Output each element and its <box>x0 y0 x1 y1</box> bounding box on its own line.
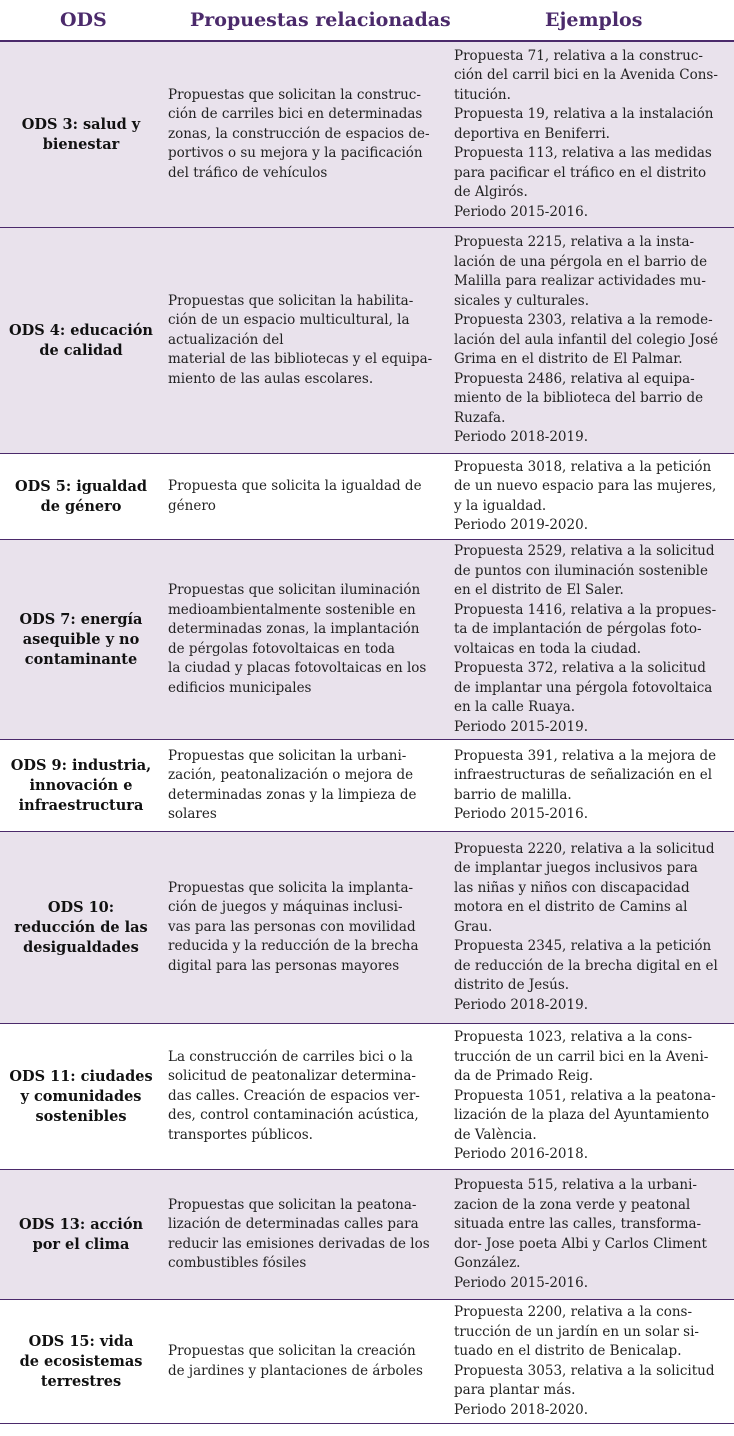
table-row-ods-10 <box>0 832 734 1024</box>
table-row-ods-5 <box>0 454 734 540</box>
ejemplos-text: Propuesta 1023, relativa a la cons- trucción de un carril bici en la Aveni- da de Primado Reig. Propuesta 1051, relativa a la peatona- lización de la plaza del Ayuntamiento de València. Periodo 2016-2018. <box>454 1029 716 1163</box>
table-row-ods-4 <box>0 228 734 454</box>
propuestas-text: Propuestas que solicitan la creación de jardines y plantaciones de árboles <box>168 1343 423 1379</box>
table-row-ods-13 <box>0 1170 734 1300</box>
header-propuestas: Propuestas relacionadas <box>190 9 451 31</box>
ods-label: ODS 11: ciudades y comunidades sostenibles <box>9 1067 153 1125</box>
header-ejemplos: Ejemplos <box>545 9 643 31</box>
table-row-ods-15 <box>0 1300 734 1424</box>
ods-label: ODS 15: vida de ecosistemas terrestres <box>19 1332 143 1390</box>
ods-label: ODS 4: educación de calidad <box>9 321 153 359</box>
ods-label: ODS 5: igualdad de género <box>15 477 147 515</box>
propuestas-text: Propuestas que solicita la implanta- ción de juegos y máquinas inclusi- vas para las personas con movilidad reducida y la reducción de la brecha digital para las personas mayores <box>168 879 419 974</box>
ods-label: ODS 3: salud y bienestar <box>21 115 141 153</box>
propuestas-text: La construcción de carriles bici o la solicitud de peatonalizar determina- das calles. Creación de espacios ver- des, control contaminación acústica, transportes públicos. <box>168 1048 420 1143</box>
propuestas-text: Propuesta que solicita la igualdad de género <box>168 478 422 514</box>
ejemplos-text: Propuesta 2215, relativa a la insta- lación de una pérgola en el barrio de Malilla para realizar actividades mu- sicales y culturales. Propuesta 2303, relativa a la remode- lación del aula infantil del colegio José Grima en el distrito de El Palmar. Propuesta 2486, relativa al equipa- miento de la biblioteca del barrio de Ruzafa. Periodo 2018-2019. <box>454 234 719 446</box>
propuestas-text: Propuestas que solicitan iluminación medioambientalmente sostenible en determinadas zonas, la implantación de pérgolas fotovoltaicas en toda la ciudad y placas fotovoltaicas en los edificios municipales <box>168 582 427 696</box>
propuestas-text: Propuestas que solicitan la urbani- zación, peatonalización o mejora de determinadas zonas y la limpieza de solares <box>168 747 417 822</box>
propuestas-text: Propuestas que solicitan la construc- ción de carriles bici en determinadas zonas, la construcción de espacios de- portivos o su mejora y la pacificación del tráfico de vehículos <box>168 86 430 181</box>
table-row-ods-7 <box>0 540 734 740</box>
ejemplos-text: Propuesta 391, relativa a la mejora de infraestructuras de señalización en el barrio de malilla. Periodo 2015-2016. <box>454 747 717 822</box>
ejemplos-text: Propuesta 515, relativa a la urbani- zacion de la zona verde y peatonal situada entre las calles, transforma- dor- Jose poeta Albi y Carlos Climent González. Periodo 2015-2016. <box>454 1177 707 1291</box>
table-row-ods-9 <box>0 740 734 832</box>
ods-label: ODS 13: acción por el clima <box>18 1215 144 1253</box>
table-row-ods-11 <box>0 1024 734 1170</box>
ods-label: ODS 10: reducción de las desigualdades <box>14 898 148 956</box>
ejemplos-text: Propuesta 2200, relativa a la cons- trucción de un jardín en un solar si- tuado en el distrito de Benicalap. Propuesta 3053, relativa a la solicitud para plantar más. Periodo 2018-2020. <box>454 1304 715 1418</box>
propuestas-text: Propuestas que solicitan la habilita- ción de un espacio multicultural, la actualización del material de las bibliotecas y el equipa- miento de las aulas escolares. <box>168 292 433 387</box>
ejemplos-text: Propuesta 71, relativa a la construc- ción del carril bici en la Avenida Cons- titución. Propuesta 19, relativa a la instalación deportiva en Beniferri. Propuesta 113, relativa a las medidas para pacificar el tráfico en el distrito de Algirós. Periodo 2015-2016. <box>454 47 718 220</box>
table-header <box>0 0 734 42</box>
ejemplos-text: Propuesta 2220, relativa a la solicitud de implantar juegos inclusivos para las niñas y niños con discapacidad motora en el distrito de Camins al Grau. Propuesta 2345, relativa a la petición de reducción de la brecha digital en el distrito de Jesús. Periodo 2018-2019. <box>454 840 718 1013</box>
header-ods: ODS <box>60 9 107 31</box>
ods-label: ODS 9: industria, innovación e infraestructura <box>10 756 152 814</box>
propuestas-text: Propuestas que solicitan la peatona- lización de determinadas calles para reducir las emisiones derivadas de los combustibles fósiles <box>168 1196 430 1271</box>
table-row-ods-3 <box>0 42 734 228</box>
ods-label: ODS 7: energía asequible y no contaminante <box>19 610 143 668</box>
ejemplos-text: Propuesta 2529, relativa a la solicitud de puntos con iluminación sostenible en el distrito de El Saler. Propuesta 1416, relativa a la propues- ta de implantación de pérgolas foto- voltaicas en toda la ciudad. Propuesta 372, relativa a la solicitud de implantar una pérgola fotovoltaica en la calle Ruaya. Periodo 2015-2019. <box>454 543 717 735</box>
ejemplos-text: Propuesta 3018, relativa a la petición de un nuevo espacio para las mujeres, y la igualdad. Periodo 2019-2020. <box>454 458 717 533</box>
